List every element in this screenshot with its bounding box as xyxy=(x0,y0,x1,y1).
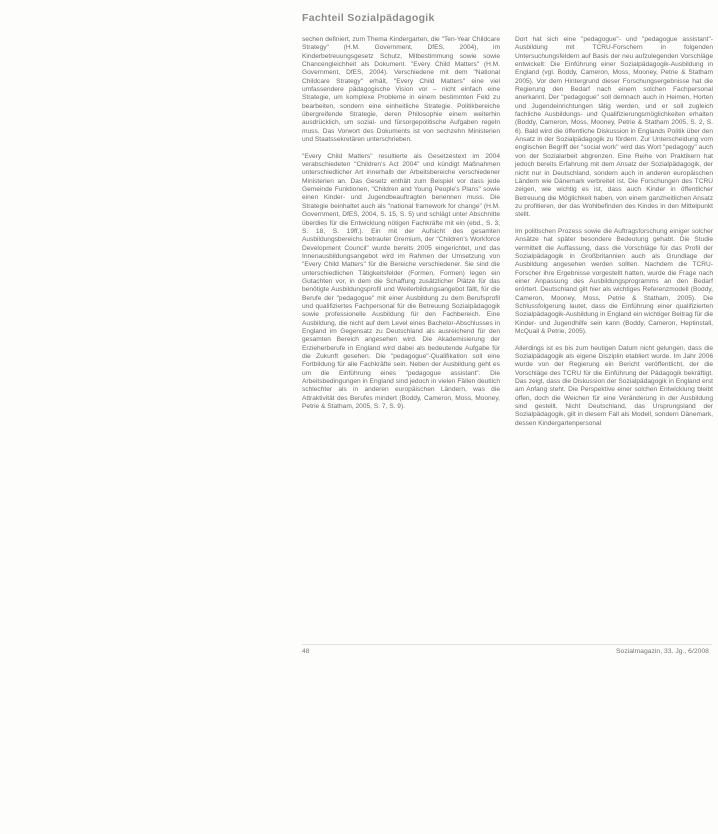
page-number: 48 xyxy=(302,648,310,655)
paragraph: Im politischen Prozess sowie die Auftragsforschung einiger solcher Ansätze hat später besondere Bedeutung gehabt. Die Studie vermittelt die Auffassung, dass die Vorschläge für das Profil der Sozialpädagogik in Großbritannien auch als Grundlage der Ausbildung angesehen werden sollten. Nachdem die TCRU-Forscher ihre Ergebnisse vorgestellt hatten, wurde die Frage nach einer Anpassung des Ausbildungsprogramms an den Bedarf erörtert. Deutschland gilt hier als wichtiges Referenzmodell (Boddy, Cameron, Mooney, Moss, Petrie & Statham, 2005). Die Schlussfolgerung lautet, dass die Einführung einer qualifizierten Sozialpädagogik-Ausbildung in England ein wichtiger Beitrag für die Kinder- und Jugendhilfe sein kann (Boddy, Cameron, Heptinstall, McQuail & Petrie, 2005). xyxy=(515,227,713,335)
paragraph: "Every Child Matters" resultierte als Gesetzestext im 2004 verabschiedeten "Children's Act 2004" und kündigt Maßnahmen unterschiedlicher Art innerhalb der Arbeitsbereiche verschiedener Ministerien an. Das Gesetz enthält zum Beispiel vor dass jede Gemeinde Funktionen, "Children and Young People's Plans" sowie einen Kinder- und Jugendbeauftragten benennen muss. Die Strategie beinhaltet auch als "national framework for change" (H.M. Government, DfES, 2004, S. 15, S. 5) und schlägt unter Abschnitte überdies für die Entwicklung nötigen Fachkräfte mit ein (ebd., S. 3, S. 18, S. 19ff.). Ein mit der Aufsicht des gesamten Ausbildungsbereichs betrauter Gremium, der "Children's Workforce Development Council" wurde bereits 2005 eingerichtet, und das Innenausbildungsangebot wird im Rahmen der Umsetzung von "Every Child Matters" für die Bereiche verschiedener. Sie sind die unterschiedlichen Tätigkeitsfelder (Formen, Formen) legen ein Gutachten vor, in dem die Schaffung zusätzlicher Plätze für das benötigte Ausbildungsprofil und Weiterbildungsangebot fällt, für die Berufe der "pedagogue" mit einer Ausbildung zu dem Berufsprofil und qualifiziertes Fachpersonal für die Betreuung Sozialpädagogik sowie professionelle Ausbildung für den Fachbereich. Eine Ausbildung, die nicht auf dem Level eines Bachelor-Abschlusses in England im Gegensatz zu Deutschland als ausreichend für den gesamten Bereich angesehen wird. Die Akademisierung der Erzieherberufe in England wird dabei als bedeutende Aufgabe für die Zukunft gesehen. Die "pedagogue"-Qualifikation soll eine Fortbildung für alle Fachkräfte sein. Neben der Ausbildung geht es um die Einführung eines "pedagogue assistant". Die Arbeitsbedingungen in England sind jedoch in vielen Fällen deutlich schlechter als in anderen europäischen Ländern, was die Attraktivität des Berufes mindert (Boddy, Cameron, Moss, Mooney, Petrie & Statham, 2005, S. 7, S. 9). xyxy=(302,152,500,411)
journal-reference: Sozialmagazin, 33. Jg., 6/2008 xyxy=(616,648,709,655)
paragraph: Allerdings ist es bis zum heutigen Datum nicht gelungen, dass die Sozialpädagogik als eigene Disziplin etabliert wurde. Im Jahr 2006 wurde von der Regierung ein Bericht veröffentlicht, der die Vorschläge des TCRU für die Einführung der Pädagogik bekräftigt. Das zeigt, dass die Diskussion der Sozialpädagogik in England erst am Anfang steht. Die Perspektive einer solchen Entwicklung bleibt offen, doch die Weichen für eine Veränderung in der Ausbildung sind gestellt. Nicht Deutschland, das Ursprungsland der Sozialpädagogik, gilt in diesem Fall als Modell, sondern Dänemark, dessen Kindergartenpersonal xyxy=(515,344,713,427)
header-title: Sozialpädagogik xyxy=(347,12,435,24)
header-category: Fachteil xyxy=(302,12,345,24)
paragraph: Dort hat sich eine "pedagogue"- und "pedagogue assistant"-Ausbildung mit TCRU-Forschern in folgenden Untersuchungsfeldern auf Basis der neu aufzulegenden Vorschläge entwickelt: Die Einführung einer Sozialpädagogik-Ausbildung in England (vgl. Boddy, Cameron, Moss, Mooney, Petrie & Statham 2005). Vor dem Hintergrund dieser Forschungsergebnisse hat die Regierung den Bedarf nach einem solchen Fachpersonal anerkannt. Der "pedagogue" soll demnach auch in Heimen, Horten und Jugendeinrichtungen tätig werden, und er soll zugleich fachliche Ausbildungs- und Qualifizierungsmöglichkeiten erhalten (Boddy, Cameron, Moss, Mooney, Petrie & Statham 2005, S. 2, S. 6). Bald wird die öffentliche Diskussion in Englands Politik über den Ansatz in der Sozialpädagogik zu fördern. Zur Unterscheidung vom englischen Begriff der "social work" wird das Wort "pedagogy" auch von der Sozialarbeit abgrenzen. Eine Reihe von Praktikern hat jedoch bereits Erfahrung mit dem Ansatz der Sozialpädagogik, der nicht nur in Deutschland, sondern auch in anderen europäischen Ländern wie Dänemark verbreitet ist. Die Forschungen des TCRU zeigen, wie wichtig es ist, dass auch Kinder in öffentlicher Betreuung die Möglichkeit haben, von einem ganzheitlichen Ansatz zu profitieren, der das Wohlbefinden des Kindes in den Mittelpunkt stellt. xyxy=(515,36,713,219)
footer-divider xyxy=(302,644,712,645)
running-header xyxy=(302,12,435,24)
text-column-left xyxy=(302,36,500,636)
paragraph: sechen definiert, zum Thema Kindergarten, die "Ten-Year Childcare Strategy" (H.M. Government, DfES, 2004), im Kinderbetreuungsgesetz Schutz, Mitbestimmung sowie sowie Chancengleichheit als Dokument. "Every Child Matters" (H.M. Government, DfES, 2004). Verschiedene mit dem "National Childcare Strategy" erhält, "Every Child Matters" eine viel umfassendere pädagogische Vision vor – nicht einfach eine Strategie, um komplexe Probleme in einem bestimmten Feld zu bearbeiten, sondern eine einheitliche Strategie. Politikbereiche übergreifende Strategie, deren Philosophie einem weiterhin ausdrücklich, um sozial- und fürsorgepolitische Aufgaben regeln muss. Das Vorwort des Dokuments ist von sechzehn Ministerien und Staatssekretären unterschrieben. xyxy=(302,36,500,144)
text-column-right xyxy=(515,36,713,646)
